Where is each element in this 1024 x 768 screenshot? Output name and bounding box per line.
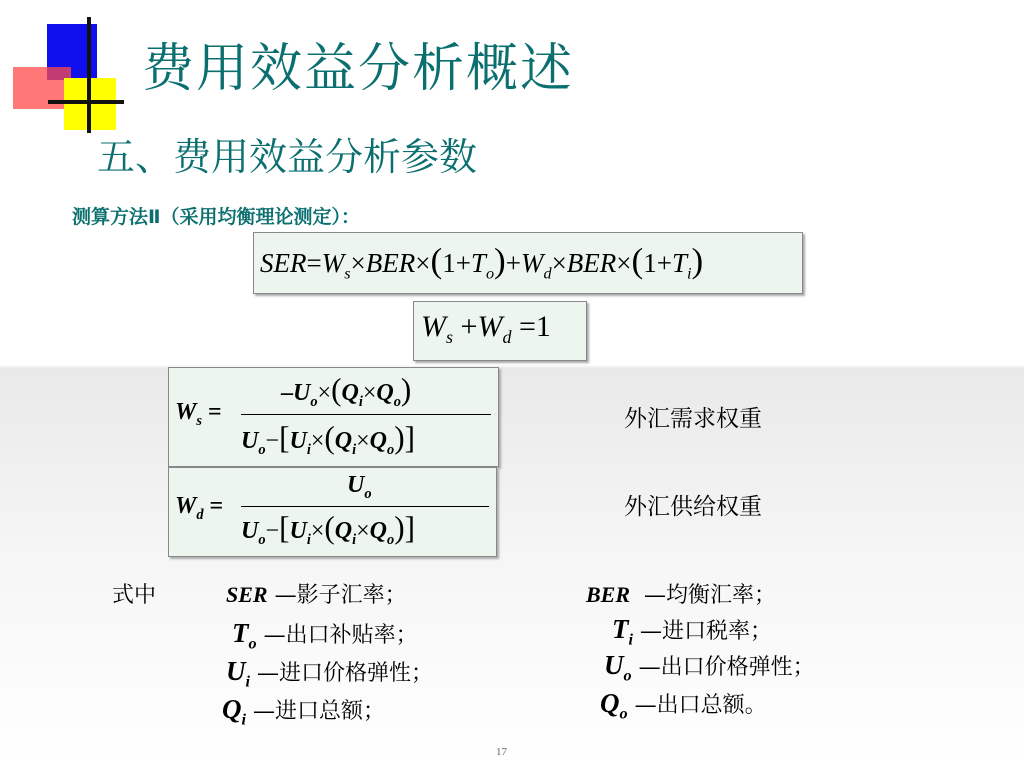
slide-title: 费用效益分析概述 <box>142 39 575 99</box>
slide-subtitle: 五、费用效益分析参数 <box>97 135 478 179</box>
wd-numerator: $U_o$ <box>347 472 372 502</box>
wd-equation <box>168 467 497 557</box>
ser-equation-formula: $SER=W_s\times BER\times(1+T_o)+W_d\times BER\times(1+T_i)$ <box>260 241 704 283</box>
ws-label: 外汇需求权重 <box>624 406 762 432</box>
definition-to: $T_o$ —出口补贴率； <box>232 618 418 653</box>
definition-qo: $Q_o$ —出口总额。 <box>600 688 767 723</box>
weight-sum-equation <box>413 301 587 361</box>
ws-numerator: $-U_o\times(Q_i\times Q_o)$ <box>281 372 412 410</box>
definition-qi: $Q_i$ —进口总额； <box>222 694 386 729</box>
definition-ber: BER —均衡汇率； <box>586 582 777 608</box>
definitions-prefix: 式中 <box>112 583 157 608</box>
wd-label: 外汇供给权重 <box>624 494 762 520</box>
wd-fraction-bar <box>241 506 489 507</box>
definition-ui: $U_i$ —进口价格弹性； <box>226 656 434 691</box>
logo-horizontal-line <box>48 100 124 104</box>
ws-lhs: $W_s$ = <box>175 399 222 429</box>
ws-equation <box>168 367 499 467</box>
wd-denominator: $U_o-[U_i\times(Q_i\times Q_o)]$ <box>241 510 415 548</box>
definition-ti: $T_i$ —进口税率； <box>612 614 773 649</box>
ws-denominator: $U_o-[U_i\times(Q_i\times Q_o)]$ <box>241 420 415 458</box>
logo-vertical-line <box>87 17 91 133</box>
definition-uo: $U_o$ —出口价格弹性； <box>604 650 815 685</box>
page-number: 17 <box>496 746 507 758</box>
ws-fraction-bar <box>241 414 491 415</box>
definition-ser: SER —影子汇率； <box>226 582 407 608</box>
method-heading: 测算方法Ⅱ（采用均衡理论测定）： <box>72 206 361 228</box>
wd-lhs: $W_d$ = <box>175 493 224 523</box>
weight-sum-formula: $W_s +W_d =1$ <box>421 310 551 347</box>
ser-equation <box>253 232 803 294</box>
